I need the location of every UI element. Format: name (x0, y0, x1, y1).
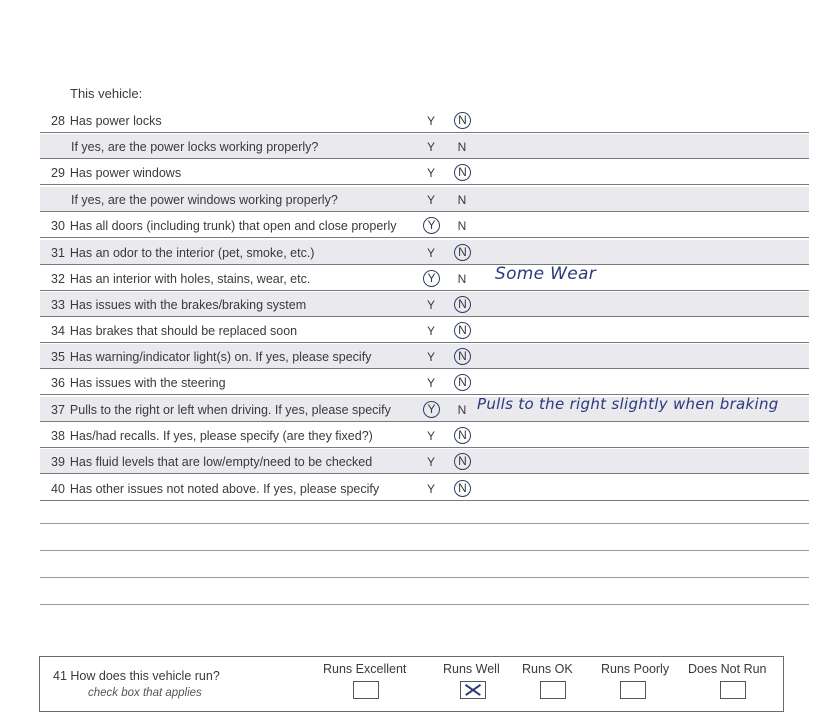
question-row (40, 292, 809, 317)
no-option[interactable]: N (454, 427, 471, 444)
question-row (40, 423, 809, 448)
question-text: Has power locks (69, 114, 162, 128)
yes-option[interactable]: Y (426, 114, 435, 128)
question-number: 39 (51, 455, 65, 469)
question-number: 31 (51, 246, 65, 260)
blank-line (40, 550, 809, 551)
yes-option[interactable]: Y (426, 455, 435, 469)
blank-line (40, 523, 809, 524)
yes-option[interactable]: Y (426, 482, 435, 496)
question-number: 41 (53, 669, 67, 683)
question-41-label (53, 669, 220, 683)
no-option[interactable]: N (454, 480, 471, 497)
no-option[interactable]: N (454, 244, 471, 261)
question-text: Has warning/indicator light(s) on. If yes, please specify (69, 350, 372, 364)
no-option[interactable]: N (457, 140, 467, 154)
question-row (40, 134, 809, 159)
run-option-label: Runs Poorly (601, 662, 670, 676)
question-label (51, 350, 371, 364)
yes-option[interactable]: Y (426, 429, 435, 443)
no-option[interactable]: N (457, 403, 467, 417)
no-option[interactable]: N (454, 374, 471, 391)
yes-option[interactable]: Y (423, 401, 440, 418)
blank-line (40, 577, 809, 578)
run-option-label: Runs OK (522, 662, 573, 676)
question-text: Has other issues not noted above. If yes, please specify (69, 482, 380, 496)
question-41-box (39, 656, 784, 712)
run-option-label: Does Not Run (688, 662, 767, 676)
question-row (40, 108, 809, 133)
no-option[interactable]: N (457, 193, 467, 207)
question-row (40, 266, 809, 291)
question-number: 37 (51, 403, 65, 417)
question-label (51, 272, 310, 286)
checkbox[interactable] (720, 681, 746, 699)
question-text: Has power windows (69, 166, 182, 180)
question-row (40, 344, 809, 369)
question-label (51, 246, 314, 260)
no-option[interactable]: N (454, 322, 471, 339)
run-option-label: Runs Excellent (323, 662, 407, 676)
no-option[interactable]: N (454, 164, 471, 181)
question-text: Has all doors (including trunk) that open and close properly (69, 219, 397, 233)
question-text: Pulls to the right or left when driving. If yes, please specify (69, 403, 391, 417)
question-row (40, 370, 809, 395)
question-label (51, 376, 226, 390)
question-text: How does this vehicle run? (70, 669, 220, 683)
question-label (51, 455, 372, 469)
question-label (51, 219, 396, 233)
question-text: Has an odor to the interior (pet, smoke, etc.) (69, 246, 315, 260)
handwritten-note: Pulls to the right slightly when braking (477, 395, 779, 413)
question-number: 36 (51, 376, 65, 390)
question-label (51, 324, 297, 338)
question-text: Has issues with the brakes/braking system (69, 298, 307, 312)
no-option[interactable]: N (457, 272, 467, 286)
question-number: 30 (51, 219, 65, 233)
yes-option[interactable]: Y (426, 324, 435, 338)
run-option-label: Runs Well (443, 662, 500, 676)
question-number: 32 (51, 272, 65, 286)
no-option[interactable]: N (457, 219, 467, 233)
question-text: If yes, are the power locks working properly? (71, 140, 319, 154)
question-row (40, 213, 809, 238)
question-row (40, 449, 809, 474)
question-label (51, 298, 306, 312)
section-header: This vehicle: (70, 86, 143, 101)
question-text: Has/had recalls. If yes, please specify (are they fixed?) (69, 429, 373, 443)
question-label (71, 140, 318, 154)
question-text: Has brakes that should be replaced soon (69, 324, 298, 338)
checked-checkbox[interactable] (460, 681, 486, 699)
yes-option[interactable]: Y (423, 217, 440, 234)
yes-option[interactable]: Y (426, 140, 435, 154)
question-number: 35 (51, 350, 65, 364)
question-number: 33 (51, 298, 65, 312)
yes-option[interactable]: Y (426, 166, 435, 180)
no-option[interactable]: N (454, 453, 471, 470)
question-label (71, 193, 338, 207)
no-option[interactable]: N (454, 296, 471, 313)
question-number: 40 (51, 482, 65, 496)
question-row (40, 160, 809, 185)
question-number: 29 (51, 166, 65, 180)
question-label (51, 482, 379, 496)
yes-option[interactable]: Y (423, 270, 440, 287)
question-row (40, 240, 809, 265)
yes-option[interactable]: Y (426, 246, 435, 260)
question-label (51, 403, 391, 417)
question-label (51, 429, 373, 443)
question-number: 28 (51, 114, 65, 128)
checkbox[interactable] (540, 681, 566, 699)
question-text: If yes, are the power windows working properly? (71, 193, 338, 207)
question-row (40, 397, 809, 422)
question-text: Has fluid levels that are low/empty/need to be checked (69, 455, 373, 469)
question-number: 38 (51, 429, 65, 443)
question-row (40, 187, 809, 212)
handwritten-note: Some Wear (495, 264, 596, 284)
yes-option[interactable]: Y (426, 350, 435, 364)
yes-option[interactable]: Y (426, 376, 435, 390)
question-label (51, 166, 181, 180)
blank-line (40, 604, 809, 605)
yes-option[interactable]: Y (426, 193, 435, 207)
question-41-hint: check box that applies (88, 687, 202, 699)
yes-option[interactable]: Y (426, 298, 435, 312)
checkbox[interactable] (620, 681, 646, 699)
question-number: 34 (51, 324, 65, 338)
no-option[interactable]: N (454, 348, 471, 365)
question-row (40, 476, 809, 501)
no-option[interactable]: N (454, 112, 471, 129)
question-label (51, 114, 162, 128)
checkbox[interactable] (353, 681, 379, 699)
question-row (40, 318, 809, 343)
question-text: Has issues with the steering (69, 376, 226, 390)
question-text: Has an interior with holes, stains, wear, etc. (69, 272, 311, 286)
